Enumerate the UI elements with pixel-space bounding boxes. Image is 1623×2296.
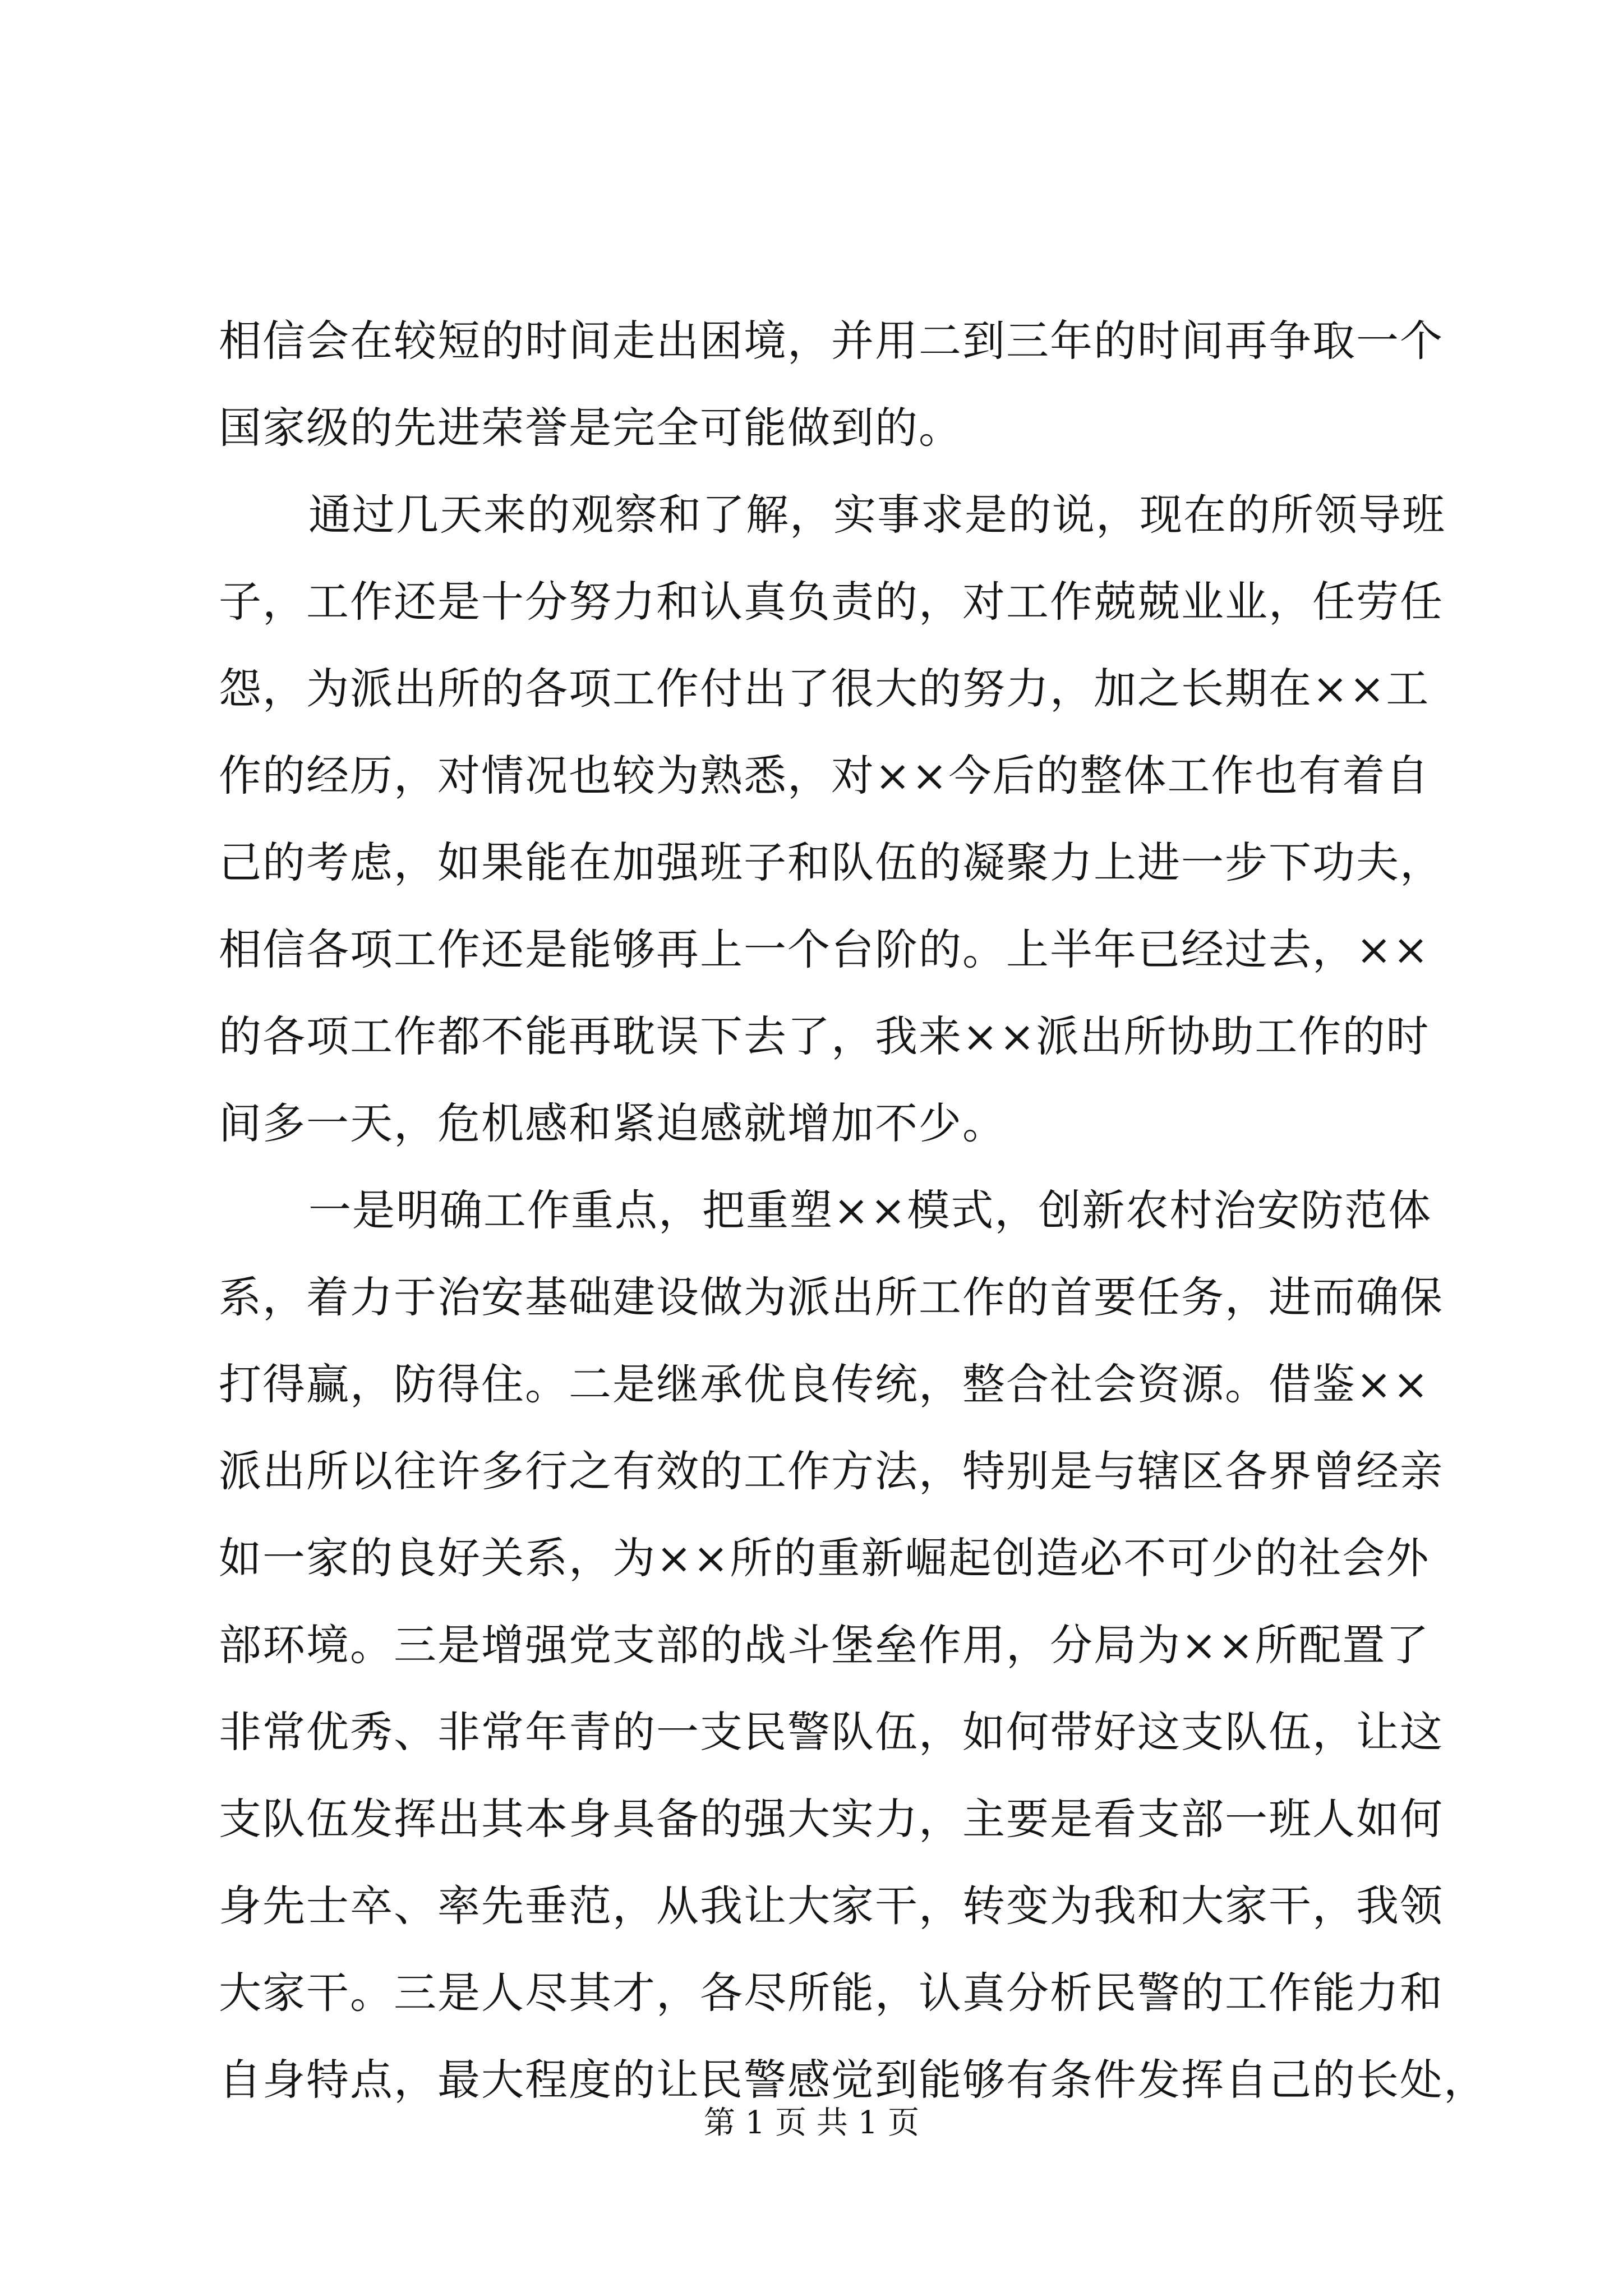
- text-line-6: 作的经历，对情况也较为熟悉，对××今后的整体工作也有着自: [219, 751, 1430, 800]
- text-line-18: 支队伍发挥出其本身具备的强大实力，主要是看支部一班人如何: [219, 1794, 1444, 1844]
- text-line-4: 子，工作还是十分努力和认真负责的，对工作兢兢业业，任劳任: [219, 577, 1444, 627]
- text-line-7: 己的考虑，如果能在加强班子和队伍的凝聚力上进一步下功夫，: [219, 838, 1444, 887]
- text-line-1: 相信会在较短的时间走出困境，并用二到三年的时间再争取一个: [219, 316, 1444, 366]
- text-line-15: 如一家的良好关系，为××所的重新崛起创造必不可少的社会外: [219, 1533, 1430, 1583]
- text-line-12: 系，着力于治安基础建设做为派出所工作的首要任务，进而确保: [219, 1272, 1444, 1322]
- text-line-14: 派出所以往许多行之有效的工作方法，特别是与辖区各界曾经亲: [219, 1446, 1444, 1496]
- text-line-11: 一是明确工作重点，把重塑××模式，创新农村治安防范体: [308, 1185, 1432, 1235]
- page-footer: [0, 2101, 1623, 2146]
- document-body: [219, 297, 1487, 2123]
- text-line-20: 大家干。三是人尽其才，各尽所能，认真分析民警的工作能力和: [219, 1968, 1444, 2018]
- text-line-16: 部环境。三是增强党支部的战斗堡垒作用，分局为××所配置了: [219, 1620, 1430, 1670]
- text-line-2: 国家级的先进荣誉是完全可能做到的。: [219, 403, 962, 453]
- text-line-13: 打得赢，防得住。二是继承优良传统，整合社会资源。借鉴××: [219, 1359, 1430, 1409]
- text-line-9: 的各项工作都不能再耽误下去了，我来××派出所协助工作的时: [219, 1011, 1430, 1061]
- text-line-5: 怨，为派出所的各项工作付出了很大的努力，加之长期在××工: [219, 664, 1430, 714]
- page-number-label: 第 1 页 共 1 页: [703, 2105, 920, 2141]
- text-line-19: 身先士卒、率先垂范，从我让大家干，转变为我和大家干，我领: [219, 1881, 1444, 1931]
- text-line-10: 间多一天，危机感和紧迫感就增加不少。: [219, 1098, 1006, 1148]
- text-line-21: 自身特点，最大程度的让民警感觉到能够有条件发挥自己的长处，: [219, 2055, 1487, 2105]
- text-line-8: 相信各项工作还是能够再上一个台阶的。上半年已经过去，××: [219, 924, 1430, 974]
- text-line-3: 通过几天来的观察和了解，实事求是的说，现在的所领导班: [308, 490, 1446, 540]
- text-line-17: 非常优秀、非常年青的一支民警队伍，如何带好这支队伍，让这: [219, 1707, 1444, 1757]
